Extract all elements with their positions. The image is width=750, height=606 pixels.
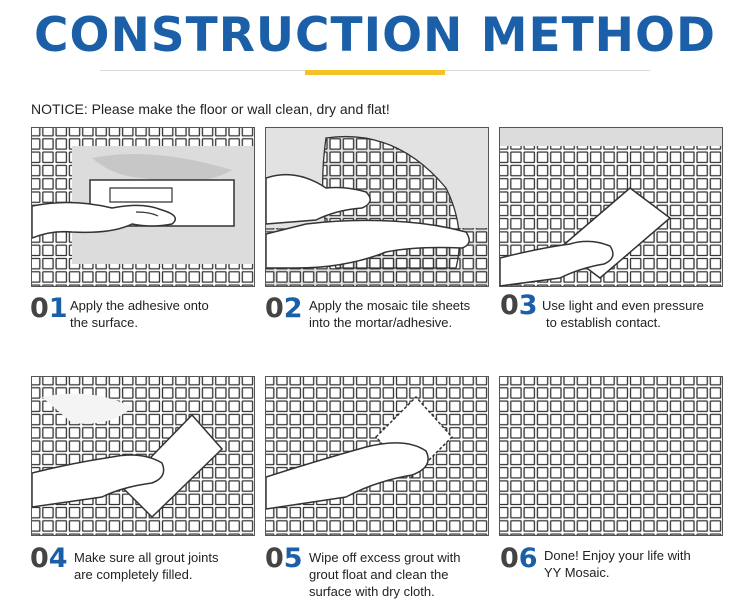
step-2-number: 02 [265, 293, 303, 324]
step-1-line-1: Apply the adhesive onto [70, 298, 209, 313]
step-3-line-1: Use light and even pressure [542, 298, 704, 313]
step-3-line-2: to establish contact. [546, 315, 661, 330]
step-3-drawing [500, 128, 722, 286]
step-2-drawing [266, 128, 488, 286]
step-4-drawing [32, 377, 254, 535]
step-2-illustration [265, 127, 489, 287]
step-4-illustration [31, 376, 255, 536]
step-6-drawing [500, 377, 722, 535]
step-5-illustration [265, 376, 489, 536]
page-title: CONSTRUCTION METHOD [34, 8, 716, 63]
step-5-line-2: grout float and clean the [309, 567, 449, 582]
title-accent-bar [305, 70, 445, 75]
step-5-drawing [266, 377, 488, 535]
step-6-line-1: Done! Enjoy your life with [544, 548, 691, 563]
notice-text: NOTICE: Please make the floor or wall clean, dry and flat! [31, 101, 390, 117]
step-3-number: 03 [500, 290, 538, 321]
step-3-illustration [499, 127, 723, 287]
step-6-illustration [499, 376, 723, 536]
step-4-line-2: are completely filled. [74, 567, 193, 582]
step-1-number: 01 [30, 293, 68, 324]
step-2-line-2: into the mortar/adhesive. [309, 315, 453, 330]
step-5-line-3: surface with dry cloth. [309, 584, 435, 599]
step-5-number: 05 [265, 543, 303, 574]
step-4-line-1: Make sure all grout joints [74, 550, 219, 565]
step-6-number: 06 [500, 543, 538, 574]
step-4-number: 04 [30, 543, 68, 574]
step-6-line-2: YY Mosaic. [544, 565, 610, 580]
step-5-line-1: Wipe off excess grout with [309, 550, 461, 565]
step-2-line-1: Apply the mosaic tile sheets [309, 298, 471, 313]
step-1-illustration [31, 127, 255, 287]
step-1-line-2: the surface. [70, 315, 138, 330]
step-1-drawing [32, 128, 254, 286]
